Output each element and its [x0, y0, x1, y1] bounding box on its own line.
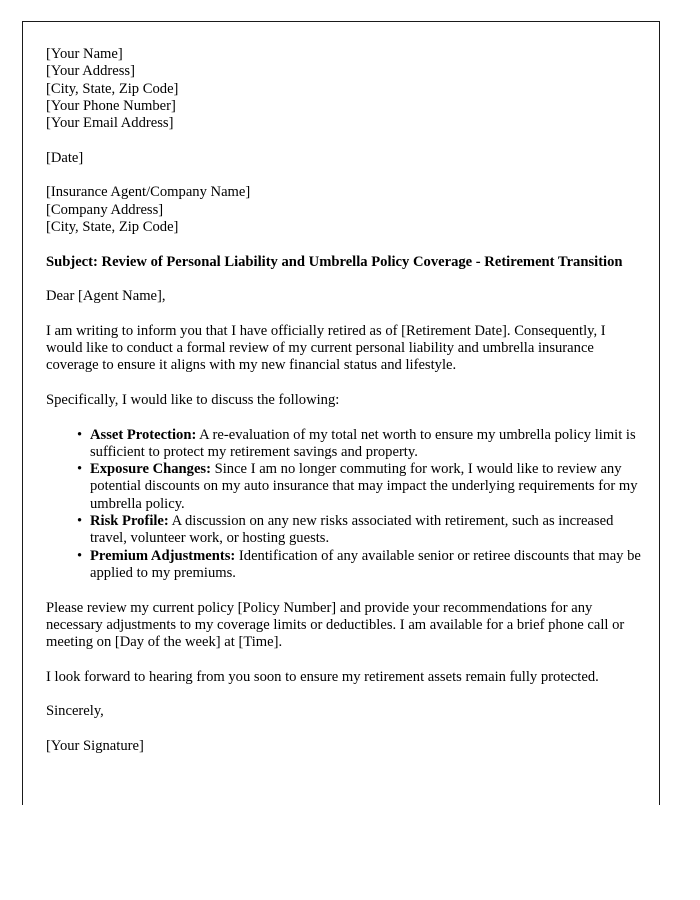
bullet-icon: •: [77, 513, 83, 530]
sender-email: [Your Email Address]: [46, 115, 174, 132]
sender-city-state-zip: [City, State, Zip Code]: [46, 80, 179, 97]
paragraph-request: Please review my current policy [Policy Number] and provide your recommendations for any necessary adjustments to my coverage limits or deductibles. I am available for a brief phone call or meeting on [Day of the week] at [Time].: [46, 599, 625, 651]
sender-phone: [Your Phone Number]: [46, 97, 176, 114]
letter-page: [22, 21, 660, 805]
letter-body: [23, 22, 659, 755]
list-item-lead: Risk Profile:: [90, 513, 169, 530]
list-item-text: A discussion on any new risks associated with retirement, such as increased travel, volunteer work, or hosting guests.: [90, 513, 614, 547]
spacer: [46, 132, 651, 149]
list-item-lead: Asset Protection:: [90, 426, 197, 443]
date-block: [46, 150, 651, 167]
paragraph-list-intro: Specifically, I would like to discuss the following:: [46, 391, 340, 408]
sender-address-block: [46, 46, 651, 132]
list-item-lead: Exposure Changes:: [90, 461, 211, 478]
letter-content: [46, 46, 651, 755]
paragraph-closing: I look forward to hearing from you soon to ensure my retirement assets remain fully protected.: [46, 668, 599, 685]
list-item-text: Identification of any available senior or retiree discounts that may be applied to my premiums.: [90, 547, 641, 581]
list-item-lead: Premium Adjustments:: [90, 547, 236, 564]
list-item: [46, 548, 651, 583]
discussion-points-list: [46, 427, 651, 583]
paragraph-opening: I am writing to inform you that I have officially retired as of [Retirement Date]. Consequently, I would like to conduct a formal review of my current personal liability and umbrella insurance coverage to ensure it aligns with my new financial status and lifestyle.: [46, 322, 606, 374]
recipient-street: [Company Address]: [46, 201, 164, 218]
spacer: [46, 271, 651, 288]
sender-name: [Your Name]: [46, 46, 123, 62]
bullet-icon: •: [77, 461, 83, 478]
list-item: [46, 513, 651, 548]
spacer: [46, 305, 651, 322]
subject-line: Subject: Review of Personal Liability and Umbrella Policy Coverage - Retirement Transition: [46, 253, 623, 270]
spacer: [46, 651, 651, 668]
spacer: [46, 236, 651, 253]
date-line: [Date]: [46, 149, 84, 166]
recipient-city-state-zip: [City, State, Zip Code]: [46, 218, 179, 235]
recipient-company: [Insurance Agent/Company Name]: [46, 184, 251, 201]
recipient-address-block: [46, 184, 651, 236]
spacer: [46, 721, 651, 738]
spacer: [46, 582, 651, 599]
bullet-icon: •: [77, 426, 83, 443]
list-item: [46, 427, 651, 462]
spacer: [46, 686, 651, 703]
valediction: Sincerely,: [46, 703, 104, 720]
salutation: Dear [Agent Name],: [46, 288, 166, 305]
spacer: [46, 375, 651, 392]
sender-street: [Your Address]: [46, 63, 135, 80]
list-item-text: A re-evaluation of my total net worth to ensure my umbrella policy limit is sufficient to protect my retirement savings and property.: [90, 426, 636, 460]
spacer: [46, 167, 651, 184]
bullet-icon: •: [77, 547, 83, 564]
list-item: [46, 461, 651, 513]
list-item-text: Since I am no longer commuting for work, I would like to review any potential discounts on my auto insurance that may impact the underlying requirements for my umbrella policy.: [90, 461, 638, 512]
spacer: [46, 409, 651, 426]
signature-line: [Your Signature]: [46, 737, 144, 754]
